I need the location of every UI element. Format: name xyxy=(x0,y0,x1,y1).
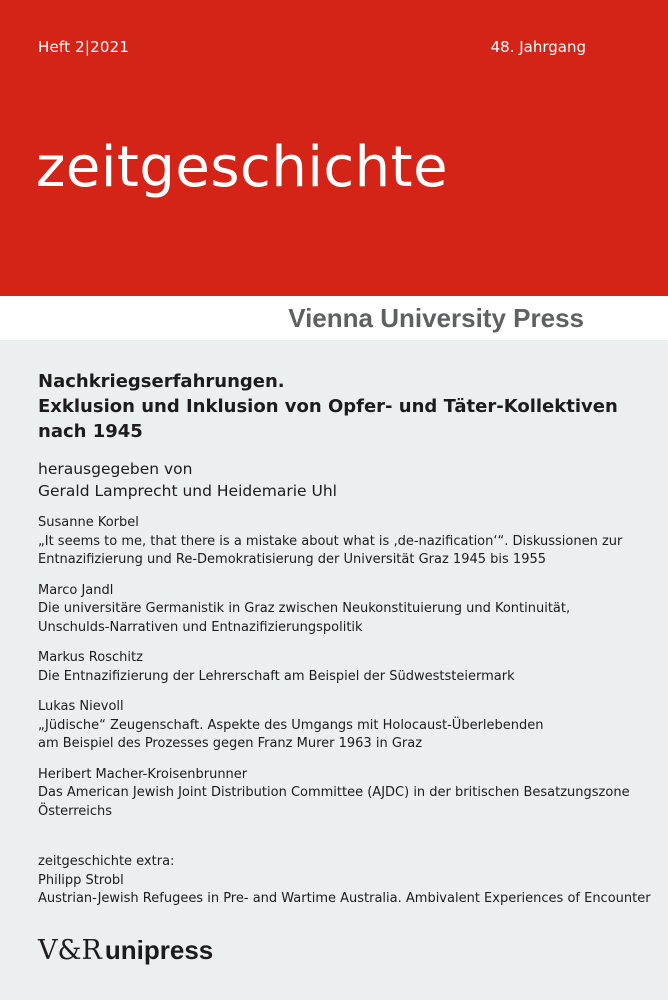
logo-unipress: unipress xyxy=(104,935,214,965)
article-title-line: Österreichs xyxy=(38,803,113,819)
article-title-line: Unschulds-Narrativen und Entnazifizierungspolitik xyxy=(38,619,363,635)
article-author: Susanne Korbel xyxy=(38,515,139,530)
issue-title-line: nach 1945 xyxy=(38,421,143,442)
article-author: Lukas Nievoll xyxy=(38,699,124,714)
logo-vr: V&R xyxy=(38,935,102,966)
article-author: Heribert Macher-Kroisenbrunner xyxy=(38,766,248,782)
editors-names: Gerald Lamprecht und Heidemarie Uhl xyxy=(38,482,337,500)
editors xyxy=(38,458,638,502)
article-title-line: „Jüdische“ Zeugenschaft. Aspekte des Umgangs mit Holocaust-Überlebenden xyxy=(38,717,544,733)
extra-label: zeitgeschichte extra: xyxy=(38,854,175,869)
article-title-line: Die Entnazifizierung der Lehrerschaft am Beispiel der Südweststeiermark xyxy=(38,668,515,684)
article-title-line: Die universitäre Germanistik in Graz zwischen Neukonstituierung und Kontinuität, xyxy=(38,601,571,616)
article-title-line: Das American Jewish Joint Distribution Committee (AJDC) in der britischen Besatzungszone xyxy=(38,785,630,800)
article-entry xyxy=(38,649,638,686)
issue-title-line: Exklusion und Inklusion von Opfer- und Täter-Kollektiven xyxy=(38,396,618,417)
article-title-line: Entnazifizierung und Re-Demokratisierung der Universität Graz 1945 bis 1955 xyxy=(38,552,547,567)
article-entry xyxy=(38,514,638,570)
table-of-contents xyxy=(38,369,651,909)
article-title-line: am Beispiel des Prozesses gegen Franz Murer 1963 in Graz xyxy=(38,736,423,751)
article-author: Marco Jandl xyxy=(38,582,114,598)
publisher-name: Vienna University Press xyxy=(288,303,584,333)
volume-year: 48. Jahrgang xyxy=(490,38,586,56)
article-entry xyxy=(38,766,638,822)
article-entry xyxy=(38,698,638,754)
issue-number: Heft 2|2021 xyxy=(38,38,130,56)
extra-section xyxy=(38,853,651,909)
article-author: Markus Roschitz xyxy=(38,650,143,665)
article-title-line: „It seems to me, that there is a mistake about what is ‚de-nazification‘“. Diskussionen zur xyxy=(38,533,623,549)
article-entry xyxy=(38,582,638,638)
extra-author: Philipp Strobl xyxy=(38,872,124,888)
extra-title: Austrian-Jewish Refugees in Pre- and Wartime Australia. Ambivalent Experiences of Encounter xyxy=(38,891,651,906)
issue-title xyxy=(38,369,638,444)
vr-unipress-logo xyxy=(38,935,213,966)
publisher-band xyxy=(0,296,668,340)
issue-title-line: Nachkriegserfahrungen. xyxy=(38,371,285,392)
journal-masthead: zeitgeschichte xyxy=(36,135,449,200)
red-header-block xyxy=(0,0,668,296)
editors-label: herausgegeben von xyxy=(38,460,193,478)
